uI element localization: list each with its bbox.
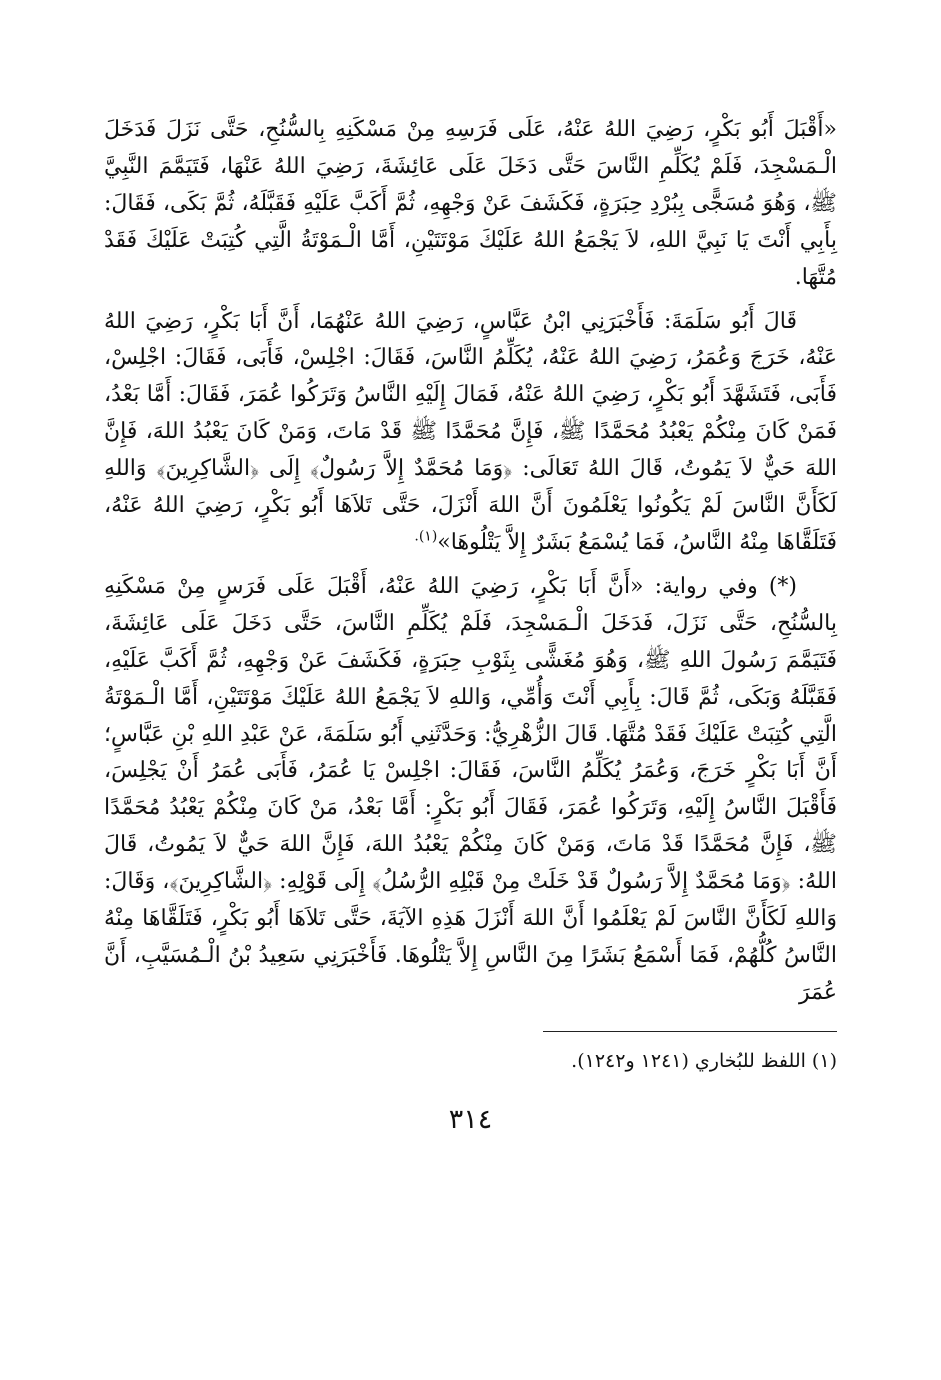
paragraph-3-text: (*) وفي رواية: «أَنَّ أَبَا بَكْرٍ، رَضِيَ اللهُ عَنْهُ، أَقْبَلَ عَلَى فَرَسٍ مِنْ مَسْكَنِهِ بِالسُّنُحِ، حَتَّى نَزَلَ، فَدَخَلَ الْـمَسْجِدَ، فَلَمْ يُكَلِّمِ النَّاسَ، حَتَّى دَخَلَ عَلَى عَائِشَةَ، فَتَيَمَّمَ رَسُولَ اللهِ ﷺ، وَهُوَ مُغَشًّى بِثَوْبِ حِبَرَةٍ، فَكَشَفَ عَنْ وَجْهِهِ، ثُمَّ أَكَبَّ عَلَيْهِ، فَقَبَّلَهُ وَبَكَى، ثُمَّ قَالَ: بِأَبِي أَنْتَ وَأُمِّي، وَاللهِ لاَ يَجْمَعُ اللهُ عَلَيْكَ مَوْتَتَيْنِ، أَمَّا الْـمَوْتَةُ الَّتِي كُتِبَتْ عَلَيْكَ فَقَدْ مُتَّهَا. قَالَ الزُّهْرِيُّ: وَحَدَّثَنِي أَبُو سَلَمَةَ، عَنْ عَبْدِ اللهِ بْنِ عَبَّاسٍ؛ أَنَّ أَبَا بَكْرٍ خَرَجَ، وَعُمَرُ يُكَلِّمُ النَّاسَ، فَقَالَ: اجْلِسْ يَا عُمَرُ، فَأَبَى عُمَرُ أَنْ يَجْلِسَ، فَأَقْبَلَ النَّاسُ إِلَيْهِ، وَتَرَكُوا عُمَرَ، فَقَالَ أَبُو بَكْرٍ: أَمَّا بَعْدُ، مَنْ كَانَ مِنْكُمْ يَعْبُدُ مُحَمَّدًا ﷺ، فَإِنَّ مُحَمَّدًا قَدْ مَاتَ، وَمَنْ كَانَ مِنْكُمْ يَعْبُدُ اللهَ، فَإِنَّ اللهَ حَيٌّ لاَ يَمُوتُ، قَالَ اللهُ: ﴿وَمَا مُحَمَّدٌ إِلاَّ رَسُولٌ قَدْ خَلَتْ مِنْ قَبْلِهِ الرُّسُلُ﴾ إِلَى قَوْلِهِ: ﴿الشَّاكِرِينَ﴾، وَقَالَ: وَاللهِ لَكَأَنَّ النَّاسَ لَمْ يَعْلَمُوا أَنَّ اللهَ أَنْزَلَ هَذِهِ الآيَةَ، حَتَّى تَلاَهَا أَبُو بَكْرٍ، فَتَلَقَّاهَا مِنْهُ النَّاسُ كُلُّهُمْ، فَمَا أَسْمَعُ بَشَرًا مِنَ النَّاسِ إِلاَّ يَتْلُوهَا. فَأَخْبَرَنِي سَعِيدُ بْنُ الْـمُسَيَّبِ، أَنَّ عُمَرَ [104,573,837,1005]
paragraph-gap [104,562,837,569]
footnote-divider [543,1031,837,1032]
footnote: (١) اللفظ للبُخاري (١٢٤١ و١٢٤٢). [571,1050,837,1072]
paragraph-3 [104,569,837,1012]
footnote-reference: (١). [414,528,438,545]
paragraph-gap [104,297,837,304]
paragraph-2-text: قَالَ أَبُو سَلَمَةَ: فَأَخْبَرَنِي ابْنُ عَبَّاسٍ، رَضِيَ اللهُ عَنْهُمَا، أَنَّ أَبَا بَكْرٍ، رَضِيَ اللهُ عَنْهُ، خَرَجَ وَعُمَرُ، رَضِيَ اللهُ عَنْهُ، يُكَلِّمُ النَّاسَ، فَقَالَ: اجْلِسْ، فَأَبَى، فَقَالَ: اجْلِسْ، فَأَبَى، فَتَشَهَّدَ أَبُو بَكْرٍ، رَضِيَ اللهُ عَنْهُ، فَمَالَ إِلَيْهِ النَّاسُ وَتَرَكُوا عُمَرَ، فَقَالَ: أَمَّا بَعْدُ، فَمَنْ كَانَ مِنْكُمْ يَعْبُدُ مُحَمَّدًا ﷺ، فَإِنَّ مُحَمَّدًا ﷺ قَدْ مَاتَ، وَمَنْ كَانَ يَعْبُدُ اللهَ، فَإِنَّ اللهَ حَيٌّ لاَ يَمُوتُ، قَالَ اللهُ تَعَالَى: ﴿وَمَا مُحَمَّدٌ إِلاَّ رَسُولٌ﴾ إِلَى ﴿الشَّاكِرِينَ﴾ وَاللهِ لَكَأَنَّ النَّاسَ لَمْ يَكُونُوا يَعْلَمُونَ أَنَّ اللهَ أَنْزَلَ، حَتَّى تَلاَهَا أَبُو بَكْرٍ، رَضِيَ اللهُ عَنْهُ، فَتَلَقَّاهَا مِنْهُ النَّاسُ، فَمَا يُسْمَعُ بَشَرٌ إِلاَّ يَتْلُوهَا» [104,308,837,555]
paragraph-1 [104,112,837,297]
paragraph-2 [104,304,837,562]
main-text-block [104,112,837,1012]
page-number: ٣١٤ [448,1104,493,1135]
paragraph-1-text: «أَقْبَلَ أَبُو بَكْرٍ، رَضِيَ اللهُ عَنْهُ، عَلَى فَرَسِهِ مِنْ مَسْكَنِهِ بِالسُّنُحِ، حَتَّى نَزَلَ فَدَخَلَ الْـمَسْجِدَ، فَلَمْ يُكَلِّمِ النَّاسَ حَتَّى دَخَلَ عَلَى عَائِشَةَ، رَضِيَ اللهُ عَنْهَا، فَتَيَمَّمَ النَّبِيَّ ﷺ، وَهُوَ مُسَجًّى بِبُرْدِ حِبَرَةٍ، فَكَشَفَ عَنْ وَجْهِهِ، ثُمَّ أَكَبَّ عَلَيْهِ فَقَبَّلَهُ، ثُمَّ بَكَى، فَقَالَ: بِأَبِي أَنْتَ يَا نَبِيَّ اللهِ، لاَ يَجْمَعُ اللهُ عَلَيْكَ مَوْتَتَيْنِ، أَمَّا الْـمَوْتَةُ الَّتِي كُتِبَتْ عَلَيْكَ فَقَدْ مُتَّهَا. [104,117,837,290]
